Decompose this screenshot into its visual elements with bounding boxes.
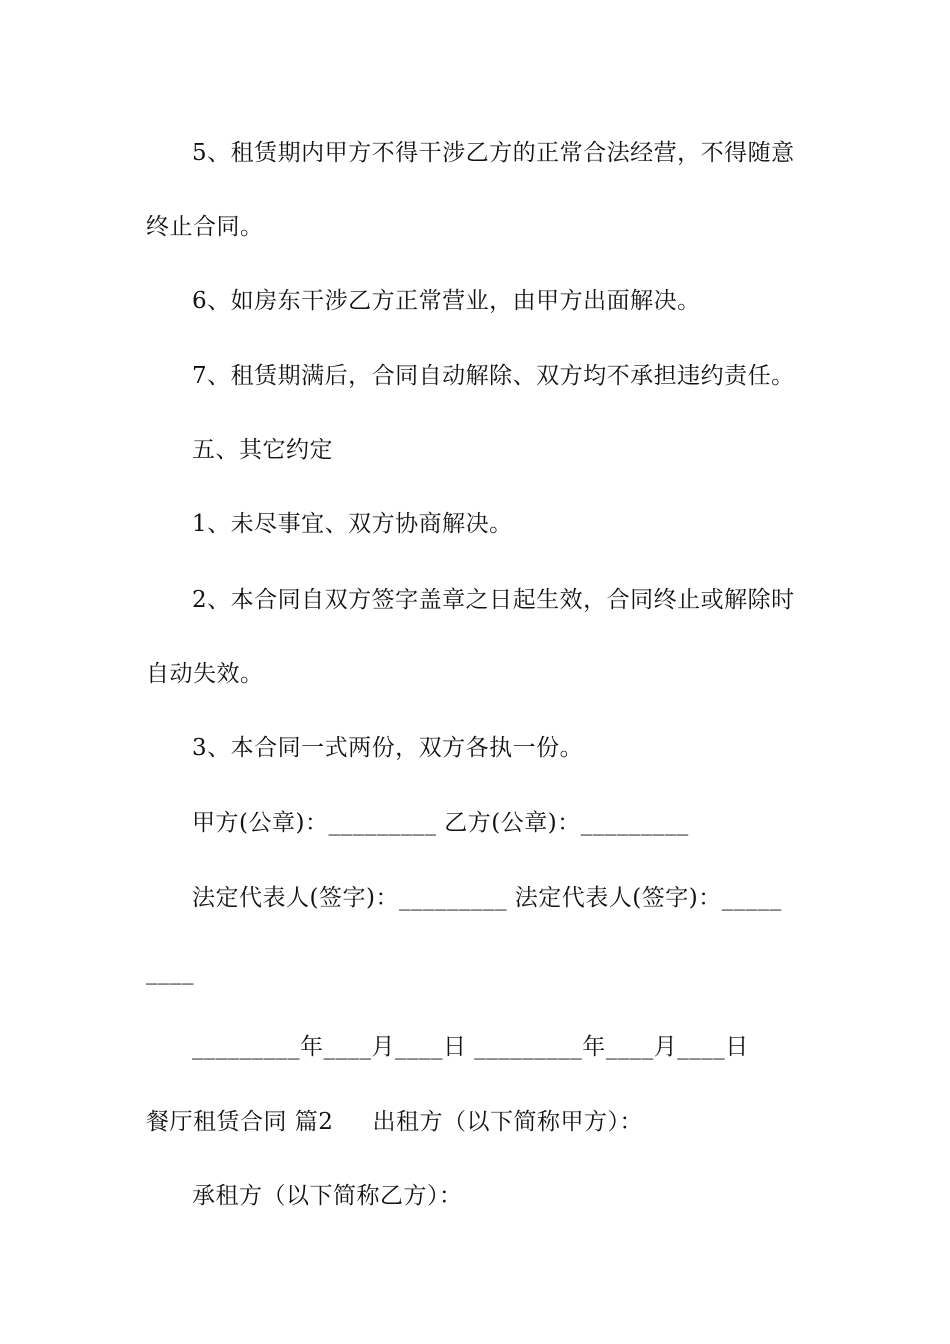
clause-5-line-2: 终止合同。 [146,214,264,240]
other-clause-2-line-1: 2、本合同自双方签字盖章之日起生效，合同终止或解除时 [192,587,795,613]
other-clause-2-line-2: 自动失效。 [146,661,264,687]
clause-6: 6、如房东干涉乙方正常营业，由甲方出面解决。 [192,288,701,314]
clause-7: 7、租赁期满后，合同自动解除、双方均不承担违约责任。 [192,363,795,389]
other-clause-1: 1、未尽事宜、双方协商解决。 [192,511,513,537]
clause-5-line-1: 5、租赁期内甲方不得干涉乙方的正常合法经营，不得随意 [192,140,795,166]
date-line: _________年____月____日 _________年____月____日 [192,1034,749,1060]
legal-representative-line: 法定代表人(签字)：_________ 法定代表人(签字)：_____ [192,885,782,911]
party-seal-line: 甲方(公章)：_________ 乙方(公章)：_________ [192,810,689,836]
lessee-line: 承租方（以下简称乙方）： [192,1183,463,1209]
other-clause-3: 3、本合同一式两份，双方各执一份。 [192,735,584,761]
legal-representative-line-continued: ____ [146,959,194,985]
contract-2-heading: 餐厅租赁合同 篇2 出租方（以下简称甲方）： [146,1109,643,1135]
section-heading-other-terms: 五、其它约定 [192,437,333,463]
